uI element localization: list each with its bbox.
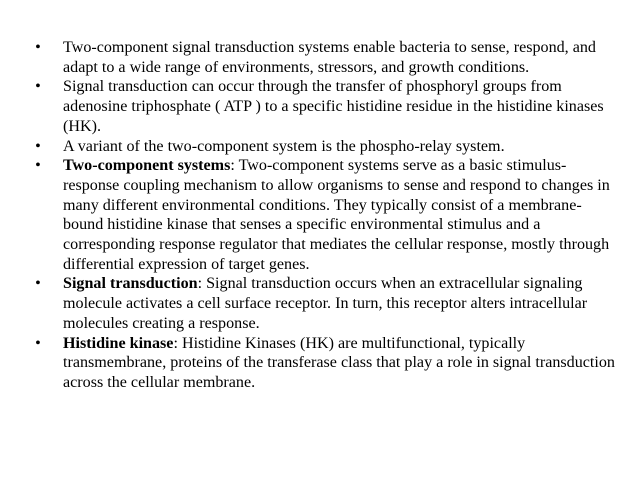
bullet-text: Two-component systems serve as a basic stimulus-response coupling mechanism to allow organisms to sense and respond to changes in many different environmental conditions. They typically consist of a membrane-bound histidine kinase that senses a specific environmental stimulus and a corresponding response regulator that mediates the cellular response, mostly through differential expression of target genes. [63, 157, 610, 273]
bullet-icon: • [35, 78, 41, 96]
bullet-icon: • [35, 334, 41, 352]
bullet-item-6 [28, 334, 620, 393]
bullet-text: A variant of the two-component system is the phospho-relay system. [63, 137, 505, 155]
bullet-icon: • [35, 137, 41, 155]
bullet-separator: : [173, 334, 182, 352]
bullet-item-1 [28, 38, 620, 77]
bullet-icon: • [35, 157, 41, 175]
bullet-text: Signal transduction occurs when an extracellular signaling molecule activates a cell surface receptor. In turn, this receptor alters intracellular molecules creating a response. [63, 275, 588, 332]
bullet-icon: • [35, 39, 41, 56]
bullet-item-2 [28, 77, 620, 136]
bullet-list [28, 38, 620, 393]
bullet-item-3 [28, 137, 620, 157]
bullet-separator: : [197, 275, 207, 293]
bullet-term: Signal transduction [63, 275, 198, 293]
bullet-item-5 [28, 274, 620, 333]
bullet-term: Two-component systems [63, 157, 231, 175]
bullet-text: Signal transduction can occur through the transfer of phosphoryl groups from adenosine triphosphate ( ATP ) to a specific histidine residue in the histidine kinases (HK). [63, 78, 604, 135]
bullet-term: Histidine kinase [63, 334, 174, 352]
bullet-item-4 [28, 156, 620, 274]
bullet-text: Two-component signal transduction systems enable bacteria to sense, respond, and adapt to a wide range of environments, stressors, and growth conditions. [63, 39, 596, 76]
bullet-icon: • [35, 275, 41, 293]
bullet-separator: : [230, 157, 239, 175]
bullet-text: Histidine Kinases (HK) are multifunctional, typically transmembrane, proteins of the transferase class that play a role in signal transduction across the cellular membrane. [63, 334, 615, 391]
